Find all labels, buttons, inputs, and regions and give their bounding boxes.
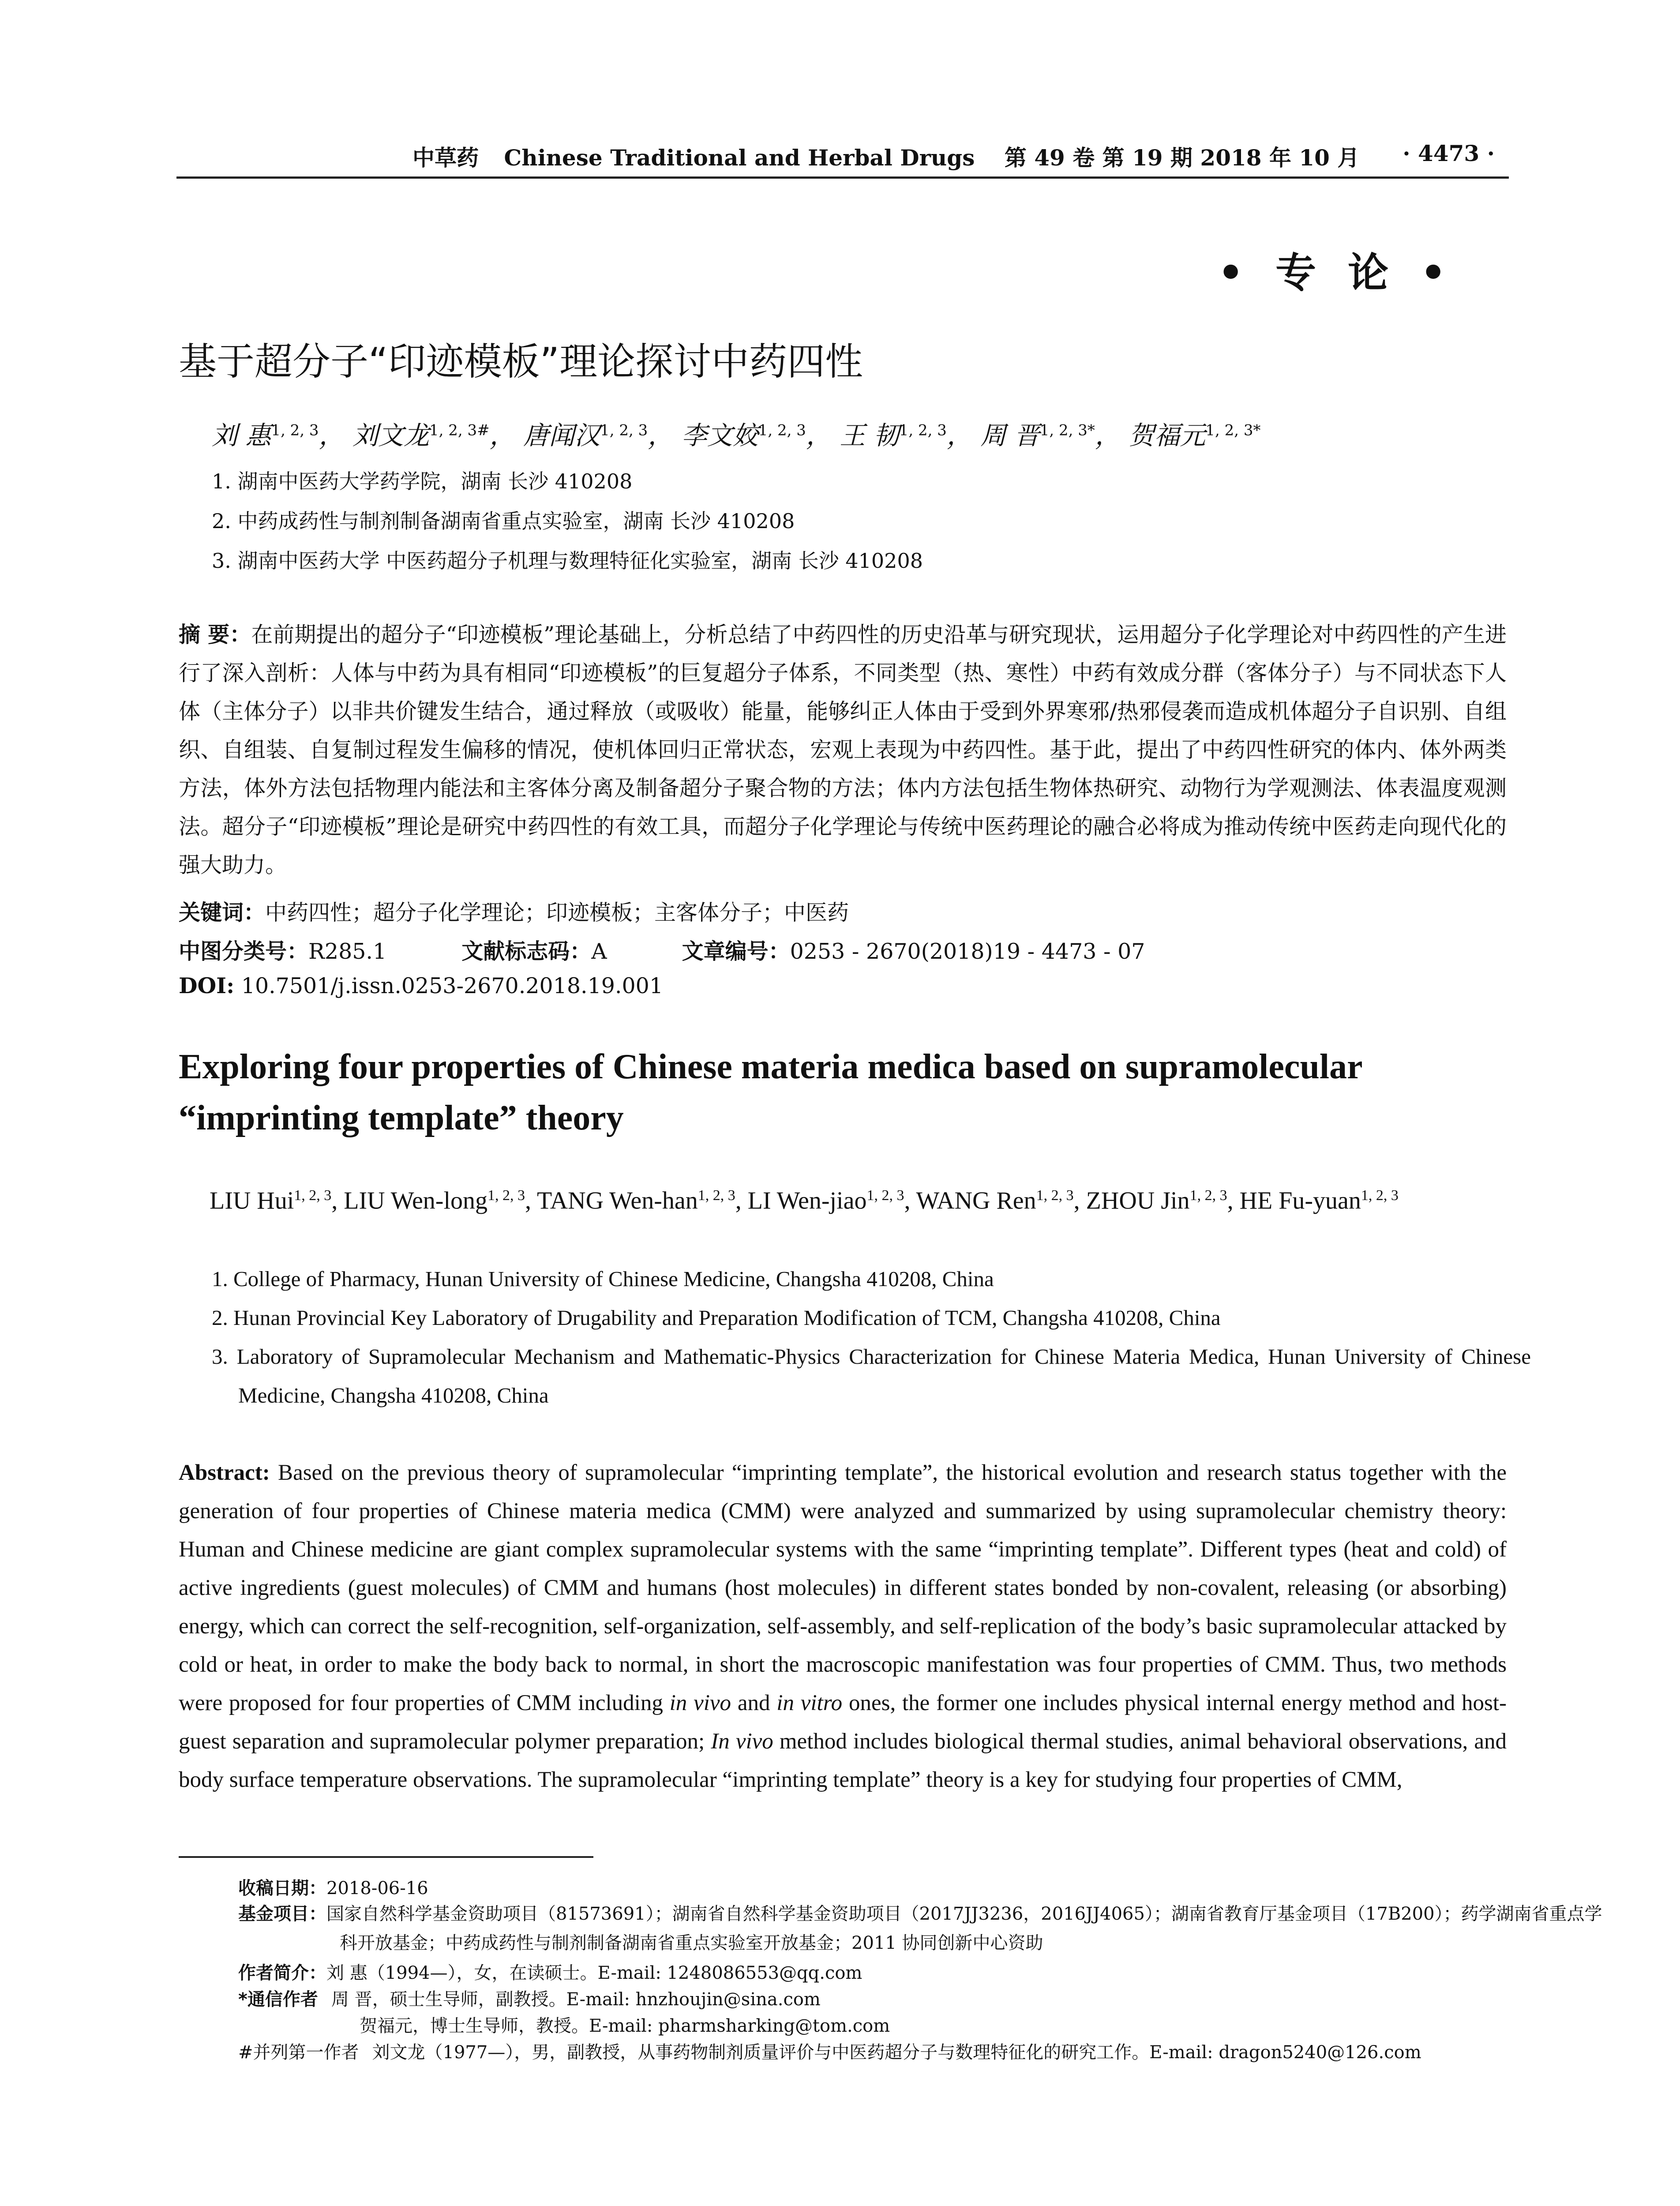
journal-issue: 第 49 卷 第 19 期 2018 年 10 月 bbox=[1004, 145, 1360, 171]
author-en-name: LI Wen-jiao bbox=[747, 1187, 867, 1215]
author-cn-separator: ， bbox=[648, 420, 682, 450]
author-en-affiliation-marker: 1, 2, 3 bbox=[1189, 1187, 1227, 1204]
author-en-name: TANG Wen-han bbox=[537, 1187, 698, 1215]
journal-name-cn: 中草药 bbox=[412, 145, 479, 171]
affiliation-en-3: 3. Laboratory of Supramolecular Mechanism and Mathematic-Physics Characterization for Chinese Materia Medica, Hunan University of Chinese Medicine, Changsha 410208, China bbox=[212, 1344, 1531, 1407]
footnote-corresponding bbox=[238, 1985, 821, 2011]
corr-label: *通信作者 bbox=[238, 1989, 318, 2010]
keywords-cn-text: 中药四性；超分子化学理论；印迹模板；主客体分子；中医药 bbox=[265, 900, 849, 925]
author-cn-name: 王 韧 bbox=[840, 420, 899, 450]
author-en-separator: , bbox=[331, 1187, 344, 1215]
doi-label: DOI: bbox=[179, 973, 235, 998]
author-en-name: ZHOU Jin bbox=[1086, 1187, 1190, 1215]
fund-label: 基金项目： bbox=[238, 1904, 326, 1924]
affiliation-cn-2: 2. 中药成药性与制剂制备湖南省重点实验室，湖南 长沙 410208 bbox=[212, 509, 795, 533]
abstract-en-text-1: Based on the previous theory of supramolecular “imprinting template”, the historical evolution and research status together with the generation of four properties of Chinese materia medica (CMM) were analyzed and summarized by using supramolecular chemistry theory: Human and Chinese medicine are giant complex supramolecular systems with the same “imprinting template”. Different types (heat and cold) of active ingredients (guest molecules) of CMM and humans (host molecules) in different states bonded by non-covalent, releasing (or absorbing) energy, which can correct the self-recognition, self-organization, self-assembly, and self-replication of the body’s basic supramolecular attacked by cold or heat, in order to make the body back to normal, in short the macroscopic manifestation was four properties of CMM. Thus, two methods were proposed for four properties of CMM including bbox=[179, 1460, 1507, 1715]
author-text: 刘 惠（1994—），女，在读硕士。E-mail: 1248086553@qq.com bbox=[326, 1963, 862, 1983]
abstract-cn-text: 在前期提出的超分子“印迹模板”理论基础上，分析总结了中药四性的历史沿革与研究现状，运用超分子化学理论对中药四性的产生进行了深入剖析：人体与中药为具有相同“印迹模板”的巨复超分子体系，不同类型（热、寒性）中药有效成分群（客体分子）与不同状态下人体（主体分子）以非共价键发生结合，通过释放（或吸收）能量，能够纠正人体由于受到外界寒邪/热邪侵袭而造成机体超分子自识别、自组织、自组装、自复制过程发生偏移的情况，使机体回归正常状态，宏观上表现为中药四性。基于此，提出了中药四性研究的体内、体外两类方法，体外方法包括物理内能法和主客体分离及制备超分子聚合物的方法；体内方法包括生物体热研究、动物行为学观测法、体表温度观测法。超分子“印迹模板”理论是研究中药四性的有效工具，而超分子化学理论与传统中医药理论的融合必将成为推动传统中医药走向现代化的强大助力。 bbox=[179, 622, 1507, 878]
affiliation-cn-3: 3. 湖南中医药大学 中医药超分子机理与数理特征化实验室，湖南 长沙 410208 bbox=[212, 549, 923, 573]
footnote-cofirst bbox=[238, 2038, 1421, 2063]
clc-value: R285.1 bbox=[308, 939, 387, 964]
article-no-label: 文章编号： bbox=[682, 939, 790, 964]
received-label: 收稿日期： bbox=[238, 1878, 326, 1898]
author-list-cn bbox=[212, 415, 1260, 452]
article-title-cn: 基于超分子“印迹模板”理论探讨中药四性 bbox=[179, 340, 863, 384]
author-en-affiliation-marker: 1, 2, 3 bbox=[866, 1187, 904, 1204]
author-cn-name: 贺福元 bbox=[1129, 420, 1206, 450]
abstract-en-and: and bbox=[731, 1691, 777, 1715]
affiliation-cn-1: 1. 湖南中医药大学药学院，湖南 长沙 410208 bbox=[212, 469, 633, 493]
column-tag: • 专 论 • bbox=[1218, 249, 1455, 296]
author-cn-affiliation-marker: 1, 2, 3 bbox=[271, 421, 319, 439]
author-cn-name: 唐闻汉 bbox=[523, 420, 600, 450]
author-en-name: WANG Ren bbox=[916, 1187, 1036, 1215]
author-en-separator: , bbox=[1073, 1187, 1086, 1215]
author-en-separator: , bbox=[525, 1187, 537, 1215]
footnote-fund bbox=[238, 1899, 1610, 1958]
abstract-en-in-vivo: in vivo bbox=[669, 1691, 731, 1715]
author-cn-separator: ， bbox=[806, 420, 840, 450]
author-en-name: HE Fu-yuan bbox=[1239, 1187, 1361, 1215]
footnote-author bbox=[238, 1959, 862, 1984]
author-en-name: LIU Wen-long bbox=[344, 1187, 488, 1215]
affiliation-en-1: 1. College of Pharmacy, Hunan University of Chinese Medicine, Changsha 410208, China bbox=[212, 1267, 994, 1291]
running-header bbox=[412, 140, 1359, 172]
author-label: 作者简介： bbox=[238, 1963, 326, 1983]
author-list-en bbox=[210, 1176, 1511, 1221]
author-cn-affiliation-marker: 1, 2, 3* bbox=[1039, 421, 1095, 439]
header-rule bbox=[176, 176, 1509, 179]
keywords-cn bbox=[179, 896, 849, 927]
abstract-en bbox=[179, 1454, 1507, 1799]
cofirst-text: 刘文龙（1977—），男，副教授，从事药物制剂质量评价与中医药超分子与数理特征化的研究工作。E-mail: dragon5240@126.com bbox=[372, 2042, 1421, 2063]
received-date: 2018-06-16 bbox=[326, 1878, 428, 1898]
author-en-affiliation-marker: 1, 2, 3 bbox=[698, 1187, 735, 1204]
classification-line bbox=[179, 934, 1145, 965]
footnote-corresponding-2: 贺福元，博士生导师，教授。E-mail: pharmsharking@tom.com bbox=[360, 2016, 890, 2036]
abstract-cn bbox=[179, 615, 1507, 884]
author-cn-affiliation-marker: 1, 2, 3 bbox=[758, 421, 806, 439]
author-en-affiliation-marker: 1, 2, 3 bbox=[1036, 1187, 1074, 1204]
doc-code-label: 文献标志码： bbox=[461, 939, 592, 964]
author-en-affiliation-marker: 1, 2, 3 bbox=[1361, 1187, 1399, 1204]
keywords-cn-label: 关键词： bbox=[179, 900, 266, 925]
abstract-en-text-3: method includes biological thermal studies, animal behavioral observations, and body surface temperature observations. The supramolecular “imprinting template” theory is a key for studying four properties of CMM, bbox=[179, 1729, 1507, 1792]
cofirst-label: #并列第一作者 bbox=[238, 2042, 359, 2063]
author-en-separator: , bbox=[1227, 1187, 1240, 1215]
journal-name-en: Chinese Traditional and Herbal Drugs bbox=[504, 145, 975, 171]
author-en-affiliation-marker: 1, 2, 3 bbox=[488, 1187, 525, 1204]
author-cn-affiliation-marker: 1, 2, 3* bbox=[1205, 421, 1261, 439]
abstract-en-text-2: ones, the former one includes physical internal energy method and host-guest separation and supramolecular polymer preparation; bbox=[179, 1691, 1507, 1754]
page-number: · 4473 · bbox=[1402, 140, 1495, 166]
author-cn-affiliation-marker: 1, 2, 3 bbox=[600, 421, 648, 439]
author-cn-separator: ， bbox=[1095, 420, 1129, 450]
abstract-en-in-vitro: in vitro bbox=[776, 1691, 843, 1715]
author-cn-name: 李文姣 bbox=[681, 420, 758, 450]
doc-code-value: A bbox=[591, 939, 607, 964]
affiliation-en-2: 2. Hunan Provincial Key Laboratory of Drugability and Preparation Modification of TCM, Changsha 410208, China bbox=[212, 1306, 1221, 1330]
abstract-en-in-vivo-cap: In vivo bbox=[711, 1729, 773, 1754]
doi-value: 10.7501/j.issn.0253-2670.2018.19.001 bbox=[241, 973, 664, 998]
author-cn-separator: ， bbox=[489, 420, 524, 450]
corr-text-1: 周 晋，硕士生导师，副教授。E-mail: hnzhoujin@sina.com bbox=[331, 1989, 821, 2010]
author-cn-affiliation-marker: 1, 2, 3# bbox=[429, 421, 490, 439]
fund-text: 国家自然科学基金资助项目（81573691）；湖南省自然科学基金资助项目（2017JJ3236，2016JJ4065）；湖南省教育厅基金项目（17B200）；药学湖南省重点学科开放基金；中药成药性与制剂制备湖南省重点实验室开放基金；2011 协同创新中心资助 bbox=[326, 1904, 1602, 1953]
author-en-name: LIU Hui bbox=[210, 1187, 294, 1215]
article-no-value: 0253 - 2670(2018)19 - 4473 - 07 bbox=[790, 939, 1145, 964]
author-cn-name: 周 晋 bbox=[980, 420, 1040, 450]
author-cn-name: 刘文龙 bbox=[352, 420, 430, 450]
clc-label: 中图分类号： bbox=[179, 939, 309, 964]
author-cn-separator: ， bbox=[319, 420, 353, 450]
doi-line bbox=[179, 973, 663, 998]
footnote-received bbox=[238, 1874, 428, 1899]
author-cn-name: 刘 惠 bbox=[212, 420, 271, 450]
abstract-cn-label: 摘 要： bbox=[179, 622, 251, 647]
author-cn-separator: ， bbox=[946, 420, 981, 450]
article-title-en: Exploring four properties of Chinese materia medica based on supramolecular “imprinting template” theory bbox=[179, 1047, 1362, 1137]
footnote-rule bbox=[179, 1856, 593, 1858]
author-en-affiliation-marker: 1, 2, 3 bbox=[294, 1187, 332, 1204]
author-cn-affiliation-marker: 1, 2, 3 bbox=[899, 421, 947, 439]
author-en-separator: , bbox=[735, 1187, 748, 1215]
author-en-separator: , bbox=[904, 1187, 916, 1215]
abstract-en-label: Abstract: bbox=[179, 1460, 270, 1485]
